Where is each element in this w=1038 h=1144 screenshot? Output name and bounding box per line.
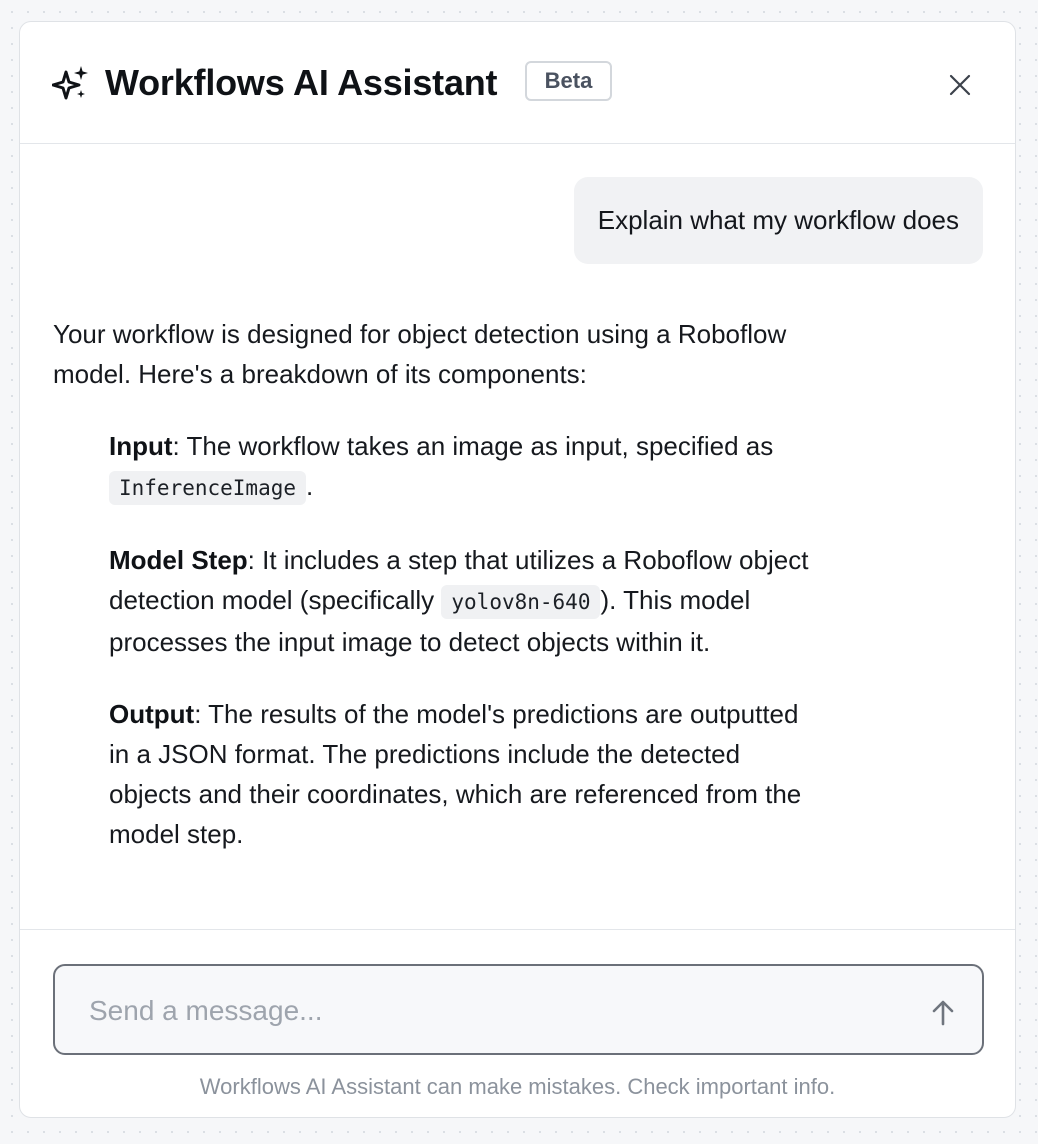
composer-divider [20, 929, 1015, 930]
item-term: Model Step [109, 545, 248, 575]
message-input[interactable] [87, 966, 891, 1055]
disclaimer-text: Workflows AI Assistant can make mistakes. Check important info. [199, 1074, 836, 1099]
code-model-id: yolov8n-640 [441, 585, 600, 619]
component-list [53, 426, 809, 854]
user-message: Explain what my workflow does [574, 177, 983, 264]
panel-header [20, 22, 1015, 144]
list-item-model-step: Model Step: It includes a step that utilizes a Roboflow object detection model (specifically yolov8n-640 ). This model processes the input image to detect objects within it. [109, 545, 809, 657]
close-icon[interactable] [944, 69, 976, 101]
beta-badge: Beta [525, 61, 612, 101]
list-item-output: Output: The results of the model's predictions are outputted in a JSON format. The predictions include the detected objects and their coordinates, which are referenced from the model step. [109, 699, 802, 849]
assistant-panel [19, 21, 1016, 1118]
list-item-input: Input: The workflow takes an image as input, specified as InferenceImage . [109, 426, 809, 508]
assistant-intro: Your workflow is designed for object detection using a Roboflow model. Here's a breakdown of its components: [53, 319, 787, 389]
message-composer[interactable] [53, 964, 984, 1055]
item-term: Input [109, 431, 173, 461]
item-term: Output [109, 699, 195, 729]
code-inference-image: InferenceImage [109, 471, 306, 505]
arrow-up-icon[interactable] [928, 998, 958, 1028]
assistant-message [53, 314, 813, 886]
page-title: Workflows AI Assistant [105, 62, 498, 103]
sparkle-icon [52, 64, 90, 102]
